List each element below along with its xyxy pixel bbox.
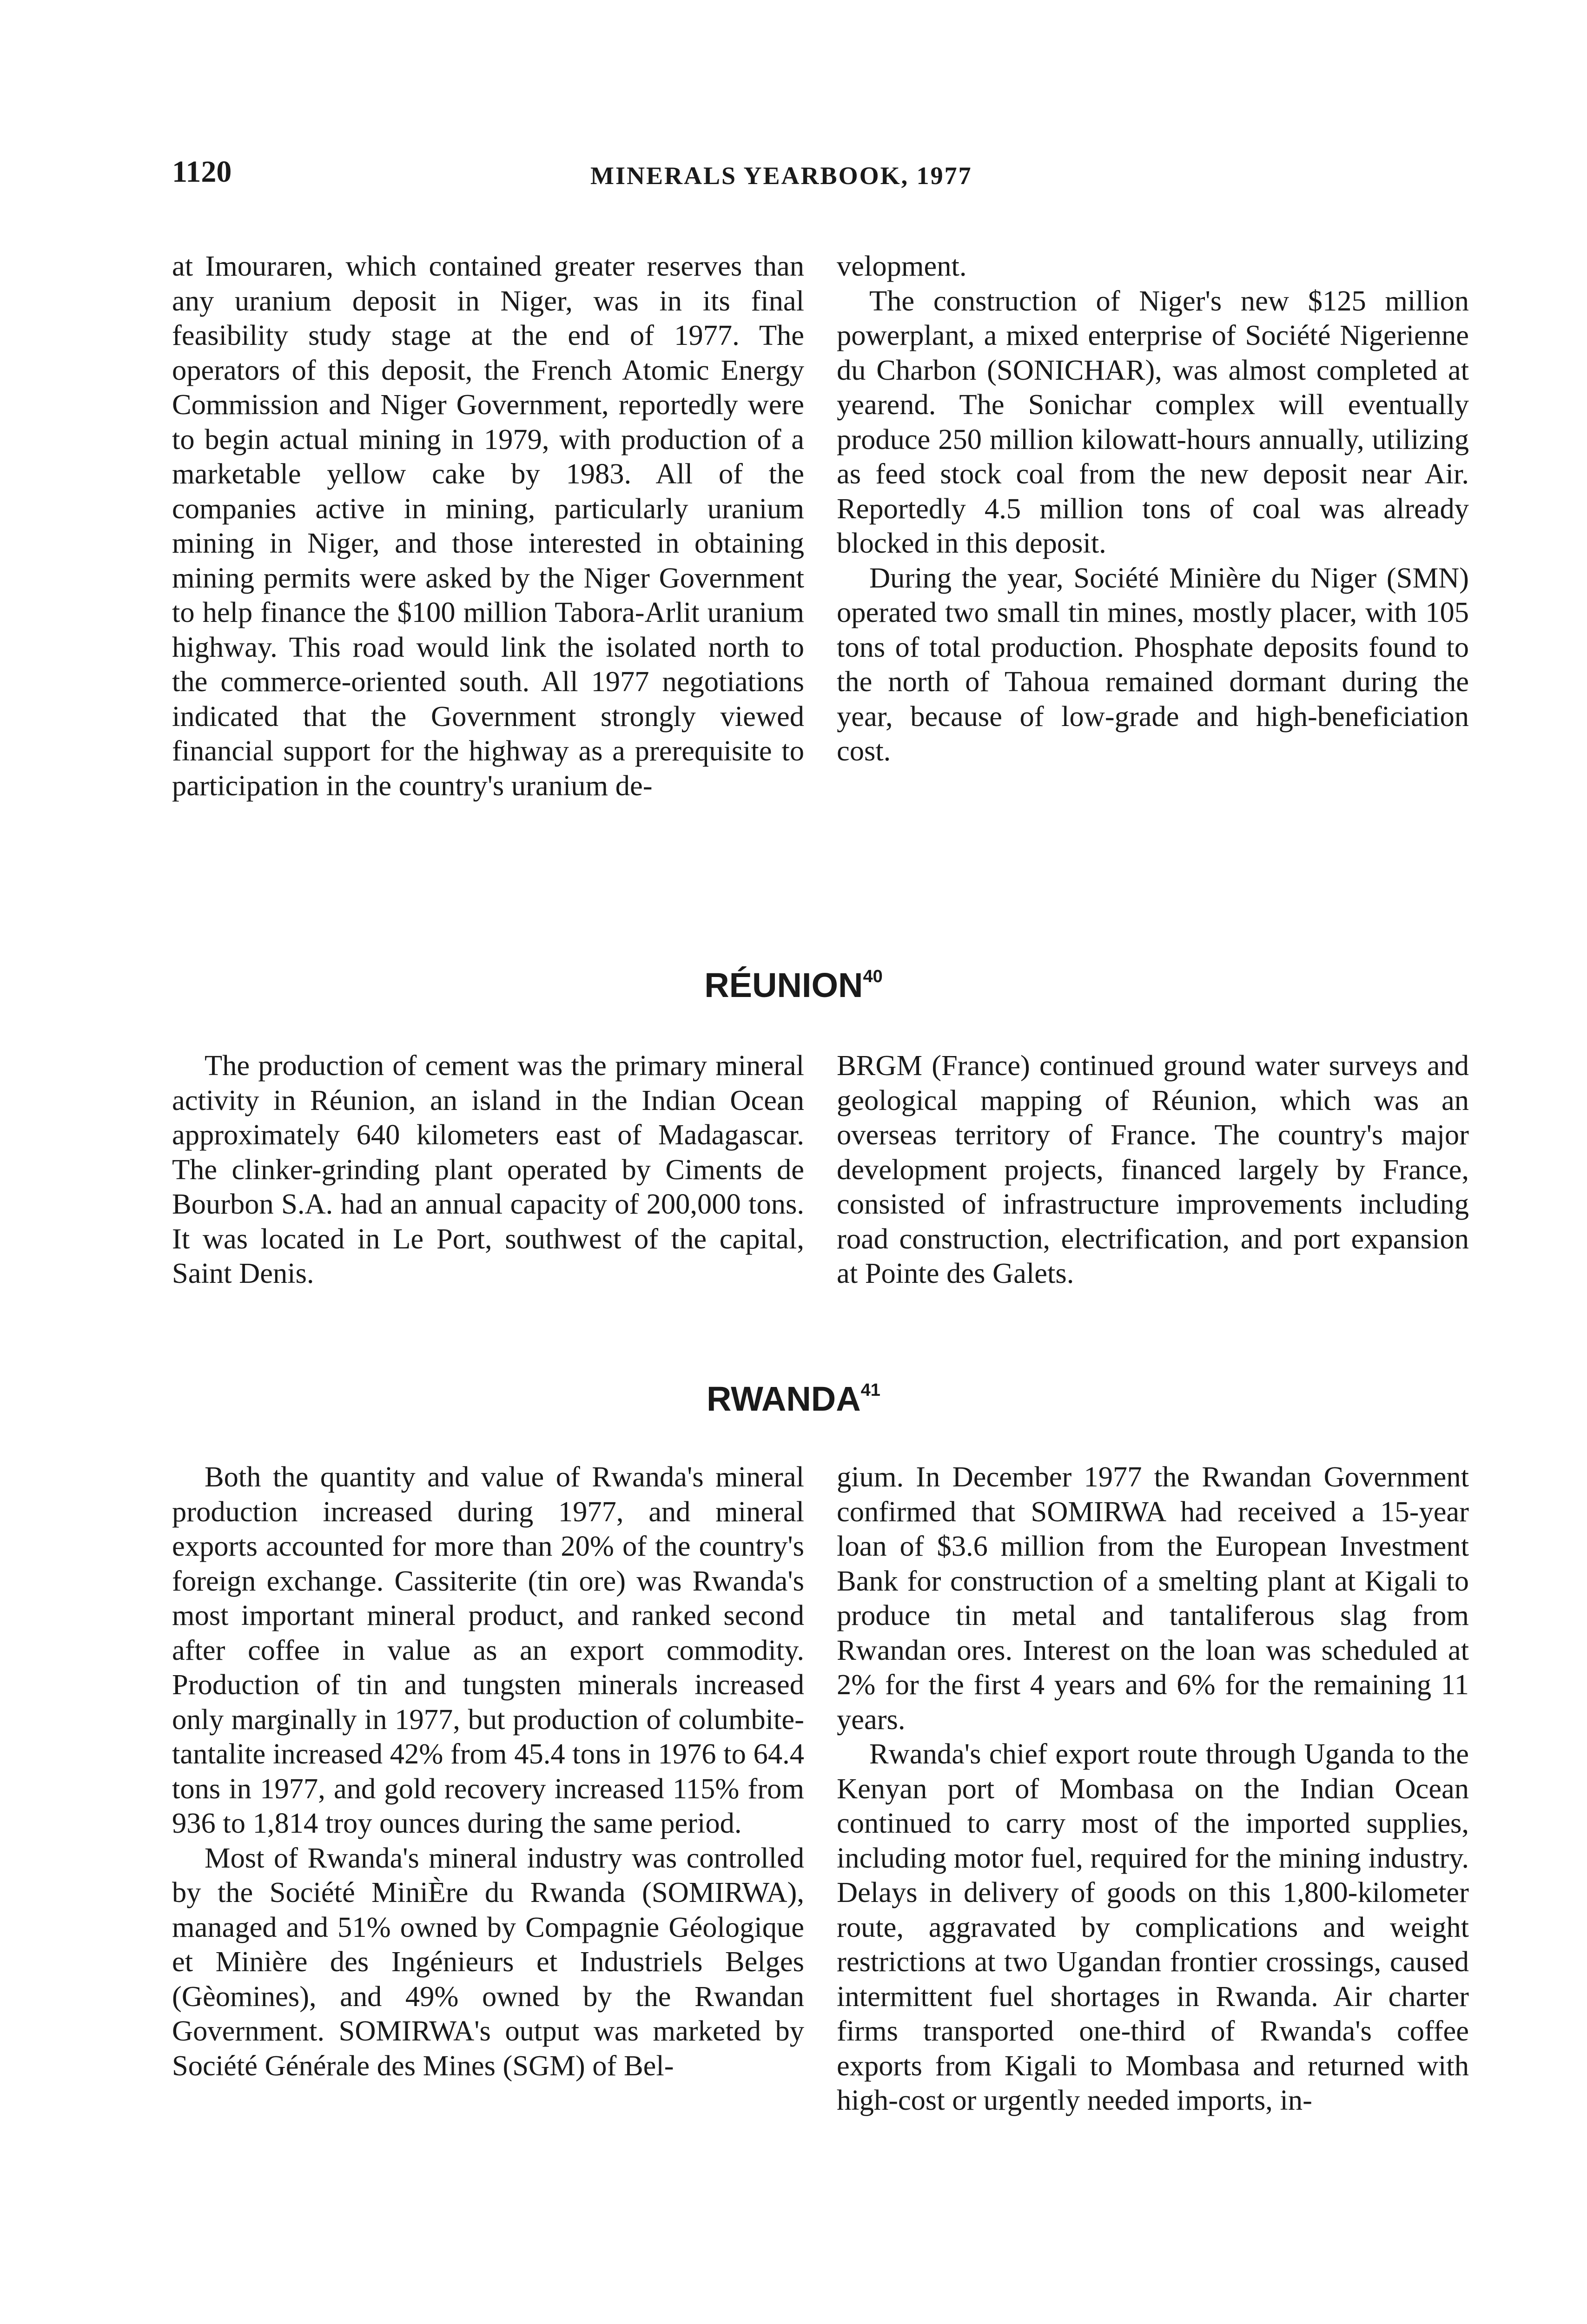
niger-right-continuation: velopment. [837, 250, 967, 282]
niger-left-paragraph: at Imouraren, which contained greater reserves than any uranium deposit in Niger, was in its final feasibility study stage at the end of 1977. The operators of this deposit, the French Atomic Energy Commission and Niger Government, reportedly were to begin actual mining in 1979, with production of a marketable yellow cake by 1983. All of the companies active in mining, particularly uranium mining in Niger, and those interested in obtaining mining permits were asked by the Niger Government to help finance the $100 million Tabora-Arlit uranium highway. This road would link the isolated north to the commerce-oriented south. All 1977 negotiations indicated that the Government strongly viewed financial support for the highway as a prerequisite to participation in the country's uranium de- [172, 250, 804, 802]
reunion-cement-paragraph: The production of cement was the primary mineral activity in Réunion, an island in the Indian Ocean approximately 640 kilometers east of Madagascar. The clinker-grinding plant operated by Ciments de Bourbon S.A. had an annual capacity of 200,000 tons. It was located in Le Port, southwest of the capital, Saint Denis. [172, 1049, 804, 1289]
rwanda-somirwa-paragraph: Most of Rwanda's mineral industry was controlled by the Société MiniÈre du Rwanda (SOMIRWA), managed and 51% owned by Compagnie Géologique et Minière des Ingénieurs et Industriels Belges (Gèomines), and 49% owned by the Rwandan Government. SOMIRWA's output was marketed by Société Générale des Mines (SGM) of Bel- [172, 1841, 804, 2082]
reunion-footnote-ref: 40 [863, 967, 883, 987]
reunion-brgm-paragraph: BRGM (France) continued ground water surveys and geological mapping of Réunion, which was an overseas territory of France. The country's major development projects, financed largely by France, consisted of infrastructure improvements including road construction, electrification, and port expansion at Pointe des Galets. [837, 1049, 1469, 1289]
rwanda-heading-text: RWANDA [707, 1380, 861, 1418]
niger-right-column [837, 249, 1469, 768]
reunion-left-column [172, 1048, 804, 1291]
reunion-right-column [837, 1048, 1469, 1291]
niger-left-column [172, 249, 804, 803]
rwanda-production-paragraph: Both the quantity and value of Rwanda's mineral production increased during 1977, and mineral exports accounted for more than 20% of the country's foreign exchange. Cassiterite (tin ore) was Rwanda's most important mineral product, and ranked second after coffee in value as an export commodity. Production of tin and tungsten minerals increased only marginally in 1977, but production of columbite-tantalite increased 42% from 45.4 tons in 1976 to 64.4 tons in 1977, and gold recovery increased 115% from 936 to 1,814 troy ounces during the same period. [172, 1460, 804, 1839]
page-header [172, 153, 1055, 191]
rwanda-footnote-ref: 41 [860, 1380, 880, 1400]
niger-tin-phosphate-paragraph: During the year, Société Minière du Niger (SMN) operated two small tin mines, mostly placer, with 105 tons of total production. Phosphate deposits found to the north of Tahoua remained dormant during the year, because of low-grade and high-beneficiation cost. [837, 561, 1469, 767]
reunion-heading-text: RÉUNION [704, 966, 863, 1004]
page-number: 1120 [172, 155, 232, 189]
rwanda-loan-paragraph: gium. In December 1977 the Rwandan Government confirmed that SOMIRWA had received a 15-year loan of $3.6 million from the European Investment Bank for construction of a smelting plant at Kigali to produce tin metal and tantaliferous slag from Rwandan ores. Interest on the loan was scheduled at 2% for the first 4 years and 6% for the remaining 11 years. [837, 1460, 1469, 1736]
running-title: MINERALS YEARBOOK, 1977 [590, 162, 972, 190]
rwanda-heading [0, 1378, 1587, 1420]
niger-powerplant-paragraph: The construction of Niger's new $125 million powerplant, a mixed enterprise of Société Nigerienne du Charbon (SONICHAR), was almost completed at yearend. The Sonichar complex will eventually produce 250 million kilowatt-hours annually, utilizing as feed stock coal from the new deposit near Air. Reportedly 4.5 million tons of coal was already blocked in this deposit. [837, 284, 1469, 559]
rwanda-right-column [837, 1459, 1469, 2118]
reunion-heading [0, 964, 1587, 1006]
rwanda-export-route-paragraph: Rwanda's chief export route through Uganda to the Kenyan port of Mombasa on the Indian Ocean continued to carry most of the imported supplies, including motor fuel, required for the mining industry. Delays in delivery of goods on this 1,800-kilometer route, aggravated by complications and weight restrictions at two Ugandan frontier crossings, caused intermittent fuel shortages in Rwanda. Air charter firms transported one-third of Rwanda's coffee exports from Kigali to Mombasa and returned with high-cost or urgently needed imports, in- [837, 1737, 1469, 2116]
rwanda-left-column [172, 1459, 804, 2083]
